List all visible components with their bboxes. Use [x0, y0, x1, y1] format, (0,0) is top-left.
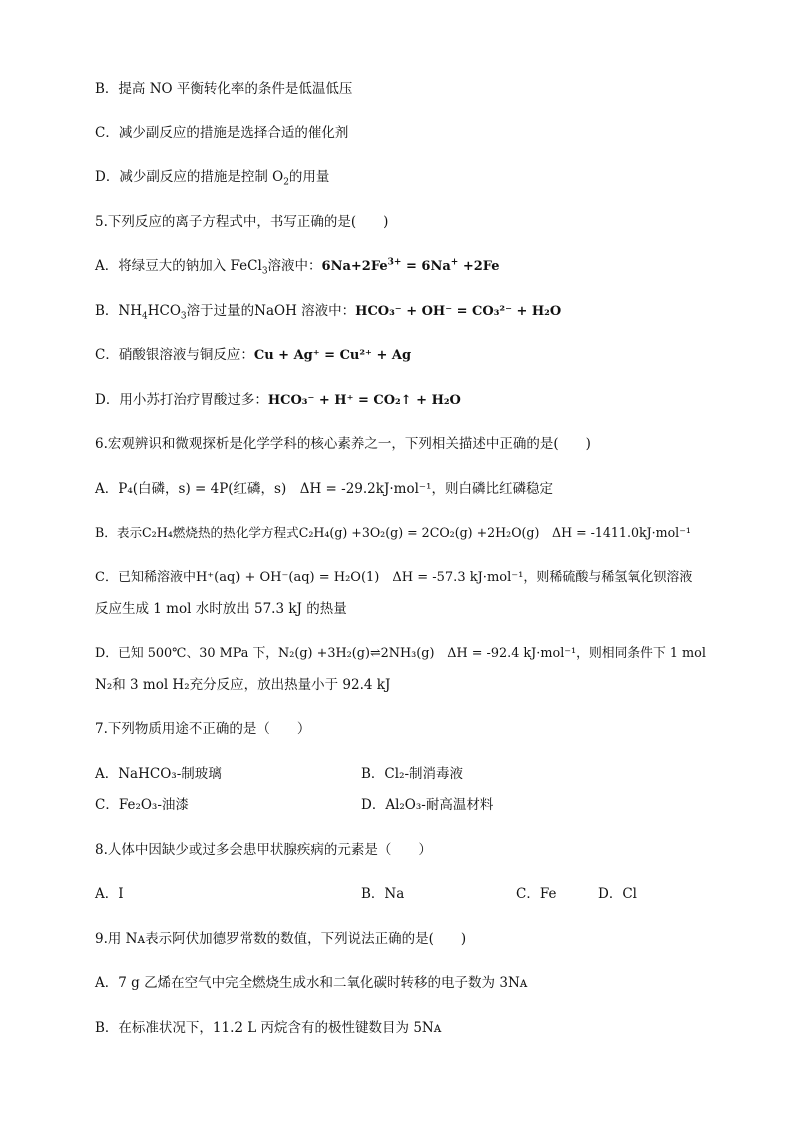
q6-option-c-line1: C．已知稀溶液中H⁺(aq) + OH⁻(aq) = H₂O(1) ΔH = -57.3 kJ·mol⁻¹，则稀硫酸与稀氢氧化钡溶液 [95, 570, 693, 585]
q4-option-d: D．减少副反应的措施是控制 $O_2$的用量 [95, 169, 330, 188]
q4-option-c: C．减少副反应的措施是选择合适的催化剂 [95, 125, 349, 141]
q5-option-d: D．用小苏打治疗胃酸过多：HCO₃⁻ + H⁺ = CO₂↑ + H₂O [95, 392, 461, 408]
question-9: 9.用 Nᴀ表示阿伏加德罗常数的数值，下列说法正确的是( ) [95, 931, 467, 947]
q8-option-b: B．Na [361, 886, 405, 902]
q8-option-d: D．Cl [598, 886, 637, 902]
q6-option-d-line2: N₂和 3 mol H₂充分反应，放出热量小于 92.4 kJ [95, 677, 391, 693]
q4-option-b: B．提高 NO 平衡转化率的条件是低温低压 [95, 81, 353, 97]
q7-option-d: D．Al₂O₃-耐高温材料 [361, 797, 494, 813]
question-5: 5.下列反应的离子方程式中，书写正确的是( ) [95, 214, 389, 230]
q9-option-a: A．7 g 乙烯在空气中完全燃烧生成水和二氧化碳时转移的电子数为 3Nᴀ [95, 975, 528, 991]
q8-option-c: C．Fe [516, 886, 557, 902]
q8-option-a: A．I [95, 886, 124, 902]
q5-option-a: A．将绿豆大的钠加入 FeCl$_3$溶液中：$6Na+2Fe^{3+} = 6Na^+ +2Fe$ [95, 257, 500, 277]
q6-option-c-line2: 反应生成 1 mol 水时放出 57.3 kJ 的热量 [95, 601, 347, 617]
q6-option-d-line1: D．已知 500℃、30 MPa 下，N₂(g) +3H₂(g)⇌2NH₃(g) ΔH = -92.4 kJ·mol⁻¹，则相同条件下 1 mol [95, 646, 706, 661]
question-6: 6.宏观辨识和微观探析是化学学科的核心素养之一，下列相关描述中正确的是( ) [95, 436, 591, 452]
question-7: 7.下列物质用途不正确的是（ ） [95, 721, 311, 737]
q6-option-b: B．表示C₂H₄燃烧热的热化学方程式C₂H₄(g) +3O₂(g) = 2CO₂(g) +2H₂O(g) ΔH = -1411.0kJ·mol⁻¹ [95, 525, 691, 540]
q9-option-b: B．在标准状况下，11.2 L 丙烷含有的极性键数目为 5Nᴀ [95, 1020, 442, 1036]
q5-option-b: B．$NH_4HCO_3$溶于过量的NaOH 溶液中：HCO₃⁻ + OH⁻ = CO₃²⁻ + H₂O [95, 303, 562, 322]
q7-option-b: B．Cl₂-制消毒液 [361, 766, 464, 782]
q7-option-c: C．Fe₂O₃-油漆 [95, 797, 189, 813]
q7-option-a: A．NaHCO₃-制玻璃 [95, 766, 222, 782]
q5-option-c: C．硝酸银溶液与铜反应：Cu + Ag⁺ = Cu²⁺ + Ag [95, 347, 412, 363]
q6-option-a: A．P₄(白磷，s) = 4P(红磷，s) ΔH = -29.2kJ·mol⁻¹，则白磷比红磷稳定 [95, 481, 553, 497]
question-8: 8.人体中因缺少或过多会患甲状腺疾病的元素是（ ） [95, 842, 432, 858]
